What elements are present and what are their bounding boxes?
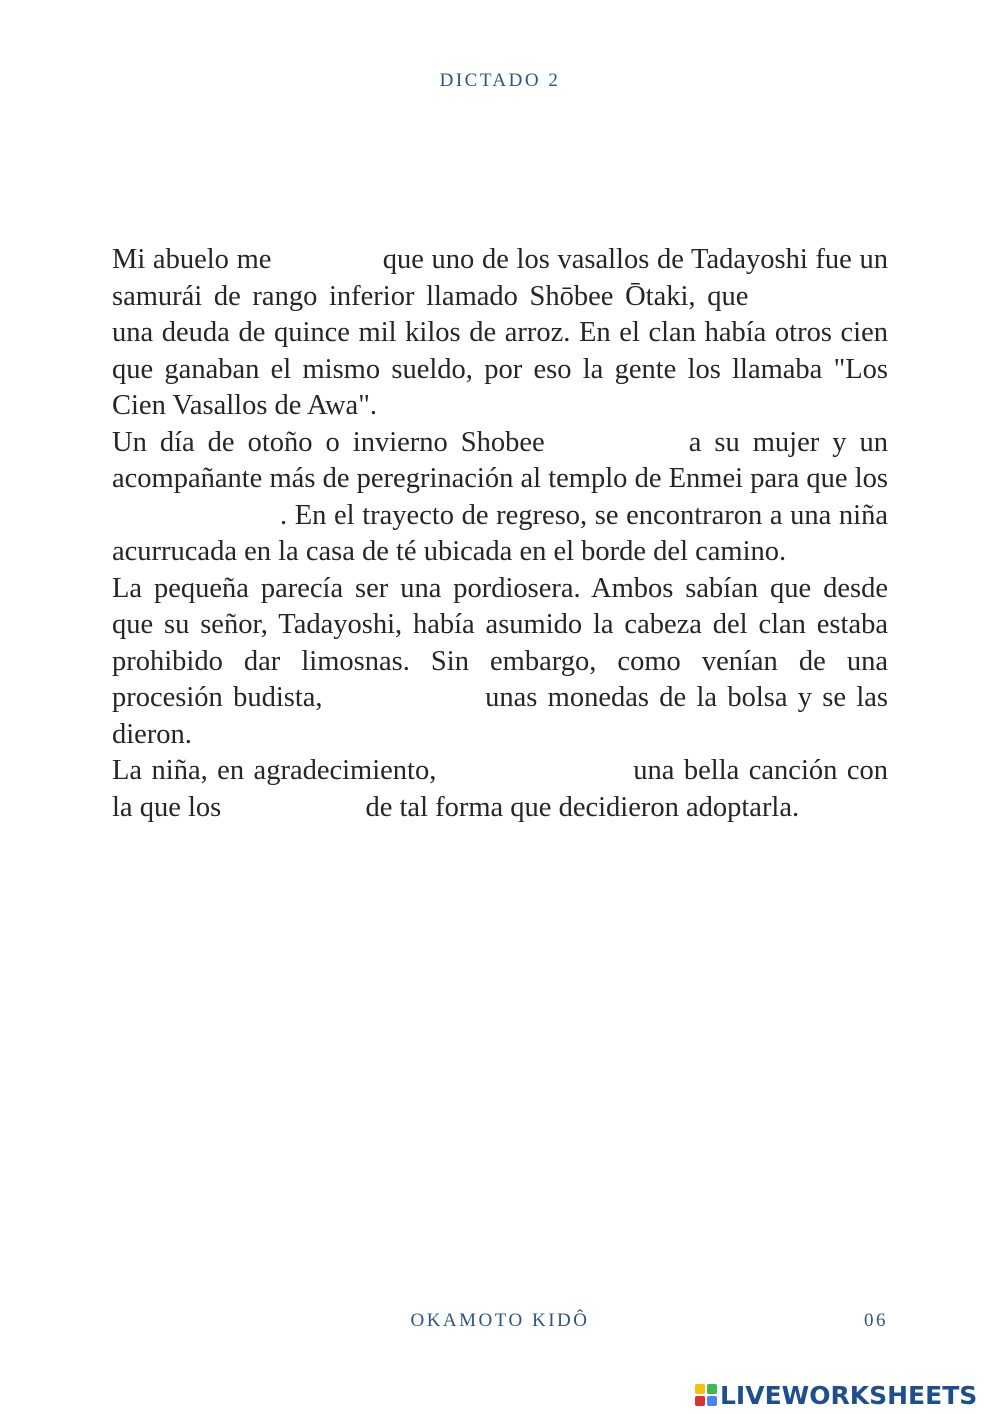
text-segment: Un día de otoño o invierno Shobee (112, 426, 545, 458)
dictation-text (112, 242, 888, 826)
text-segment: una bella canción con la que los (112, 755, 888, 823)
blank-gap-7[interactable] (228, 796, 358, 822)
blank-gap-3[interactable] (558, 431, 676, 457)
paragraph-1 (112, 242, 888, 425)
text-segment: a su mujer y un acompañante más de peregrinación al templo de Enmei para que los (112, 426, 888, 494)
page-number: 06 (864, 1310, 888, 1331)
blank-gap-1[interactable] (279, 248, 375, 274)
text-segment: que uno de los vasallos de Tadayoshi fue un samurái de rango inferior llamado Shōbee Ōtaki, que (112, 244, 888, 312)
liveworksheets-logo-icon (695, 1384, 717, 1406)
blank-gap-4[interactable] (112, 504, 280, 530)
paragraph-4 (112, 753, 888, 826)
text-segment: . En el trayecto de regreso, se encontraron a una niña acurrucada en la casa de té ubicada en el borde del camino. (112, 499, 888, 567)
document-title: DICTADO 2 (439, 70, 561, 91)
brand-name: LIVEWORKSHEETS (720, 1380, 978, 1410)
text-segment: unas monedas de la bolsa y se las dieron. (112, 682, 889, 750)
blank-gap-6[interactable] (446, 759, 624, 785)
footer-author: OKAMOTO KIDÔ (410, 1310, 590, 1331)
text-segment: La pequeña parecía ser una pordiosera. Ambos sabían que desde que su señor, Tadayoshi, había asumido la cabeza del clan estaba prohibido dar limosnas. Sin embargo, como venían de una procesión budista, (112, 572, 888, 713)
liveworksheets-brand[interactable] (695, 1378, 977, 1412)
paragraph-3 (112, 571, 888, 754)
text-segment: La niña, en agradecimiento, (112, 755, 437, 786)
blank-gap-5[interactable] (333, 686, 475, 712)
paragraph-2 (112, 425, 888, 571)
text-segment: una deuda de quince mil kilos de arroz. En el clan había otros cien que ganaban el mismo sueldo, por eso la gente los llamaba "Los Cien Vasallos de Awa". (112, 317, 888, 421)
text-segment: Mi abuelo me (112, 244, 272, 275)
blank-gap-2[interactable] (760, 285, 888, 311)
text-segment: de tal forma que decidieron adoptarla. (365, 791, 800, 823)
